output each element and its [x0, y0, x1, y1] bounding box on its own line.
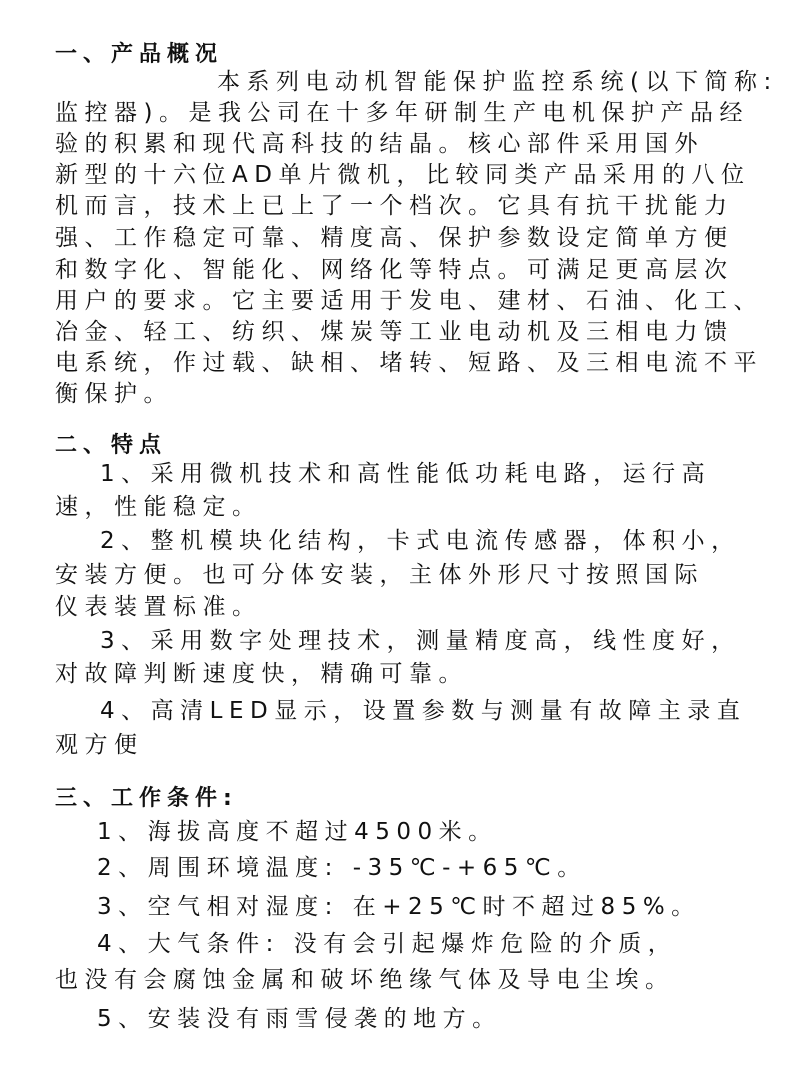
list-item-line: 2、周围环境温度: -35℃-+65℃。 — [97, 855, 587, 881]
list-item-line: 安装方便。也可分体安装，主体外形尺寸按照国际 — [55, 562, 704, 588]
paragraph-line: 验的积累和现代高科技的结晶。核心部件采用国外 — [55, 131, 704, 157]
paragraph-line: 监控器)。是我公司在十多年研制生产电机保护产品经 — [55, 100, 749, 126]
list-item-line: 3、空气相对湿度: 在+25℃时不超过85%。 — [97, 894, 701, 920]
paragraph-line: 本系列电动机智能保护监控系统(以下简称: — [217, 69, 778, 95]
list-item-line: 2、整机模块化结构，卡式电流传感器，体积小， — [100, 528, 741, 554]
list-item-line: 对故障判断速度快，精确可靠。 — [55, 661, 468, 687]
list-item-line: 3、采用数字处理技术，测量精度高，线性度好， — [100, 628, 741, 654]
paragraph-line: 新型的十六位AD单片微机，比较同类产品采用的八位 — [55, 162, 751, 188]
section-heading-features: 二、特点 — [55, 433, 168, 458]
list-item-line: 1、采用微机技术和高性能低功耗电路，运行高 — [100, 461, 712, 487]
paragraph-line: 冶金、轻工、纺织、煤炭等工业电动机及三相电力馈 — [55, 319, 734, 345]
list-item-line: 观方便 — [55, 732, 144, 758]
list-item-line: 4、高清LED显示，设置参数与测量有故障主录直 — [100, 698, 747, 724]
list-item-line: 4、大气条件: 没有会引起爆炸危险的介质， — [97, 931, 678, 957]
list-item-line: 速，性能稳定。 — [55, 494, 262, 520]
paragraph-line: 衡保护。 — [55, 381, 173, 407]
paragraph-line: 强、工作稳定可靠、精度高、保护参数设定简单方便 — [55, 225, 734, 251]
list-item-line: 1、海拔高度不超过4500米。 — [97, 819, 498, 845]
list-item-line: 也没有会腐蚀金属和破坏绝缘气体及导电尘埃。 — [55, 967, 675, 993]
list-item-line: 仪表装置标准。 — [55, 594, 262, 620]
paragraph-line: 用户的要求。它主要适用于发电、建材、石油、化工、 — [55, 288, 763, 314]
list-item-line: 5、安装没有雨雪侵袭的地方。 — [97, 1006, 502, 1032]
paragraph-line: 电系统，作过载、缺相、堵转、短路、及三相电流不平 — [55, 350, 763, 376]
section-heading-product-overview: 一、产品概况 — [55, 42, 224, 67]
section-heading-working-conditions: 三、工作条件: — [55, 786, 238, 811]
paragraph-line: 机而言，技术上已上了一个档次。它具有抗干扰能力 — [55, 193, 734, 219]
paragraph-line: 和数字化、智能化、网络化等特点。可满足更高层次 — [55, 257, 734, 283]
